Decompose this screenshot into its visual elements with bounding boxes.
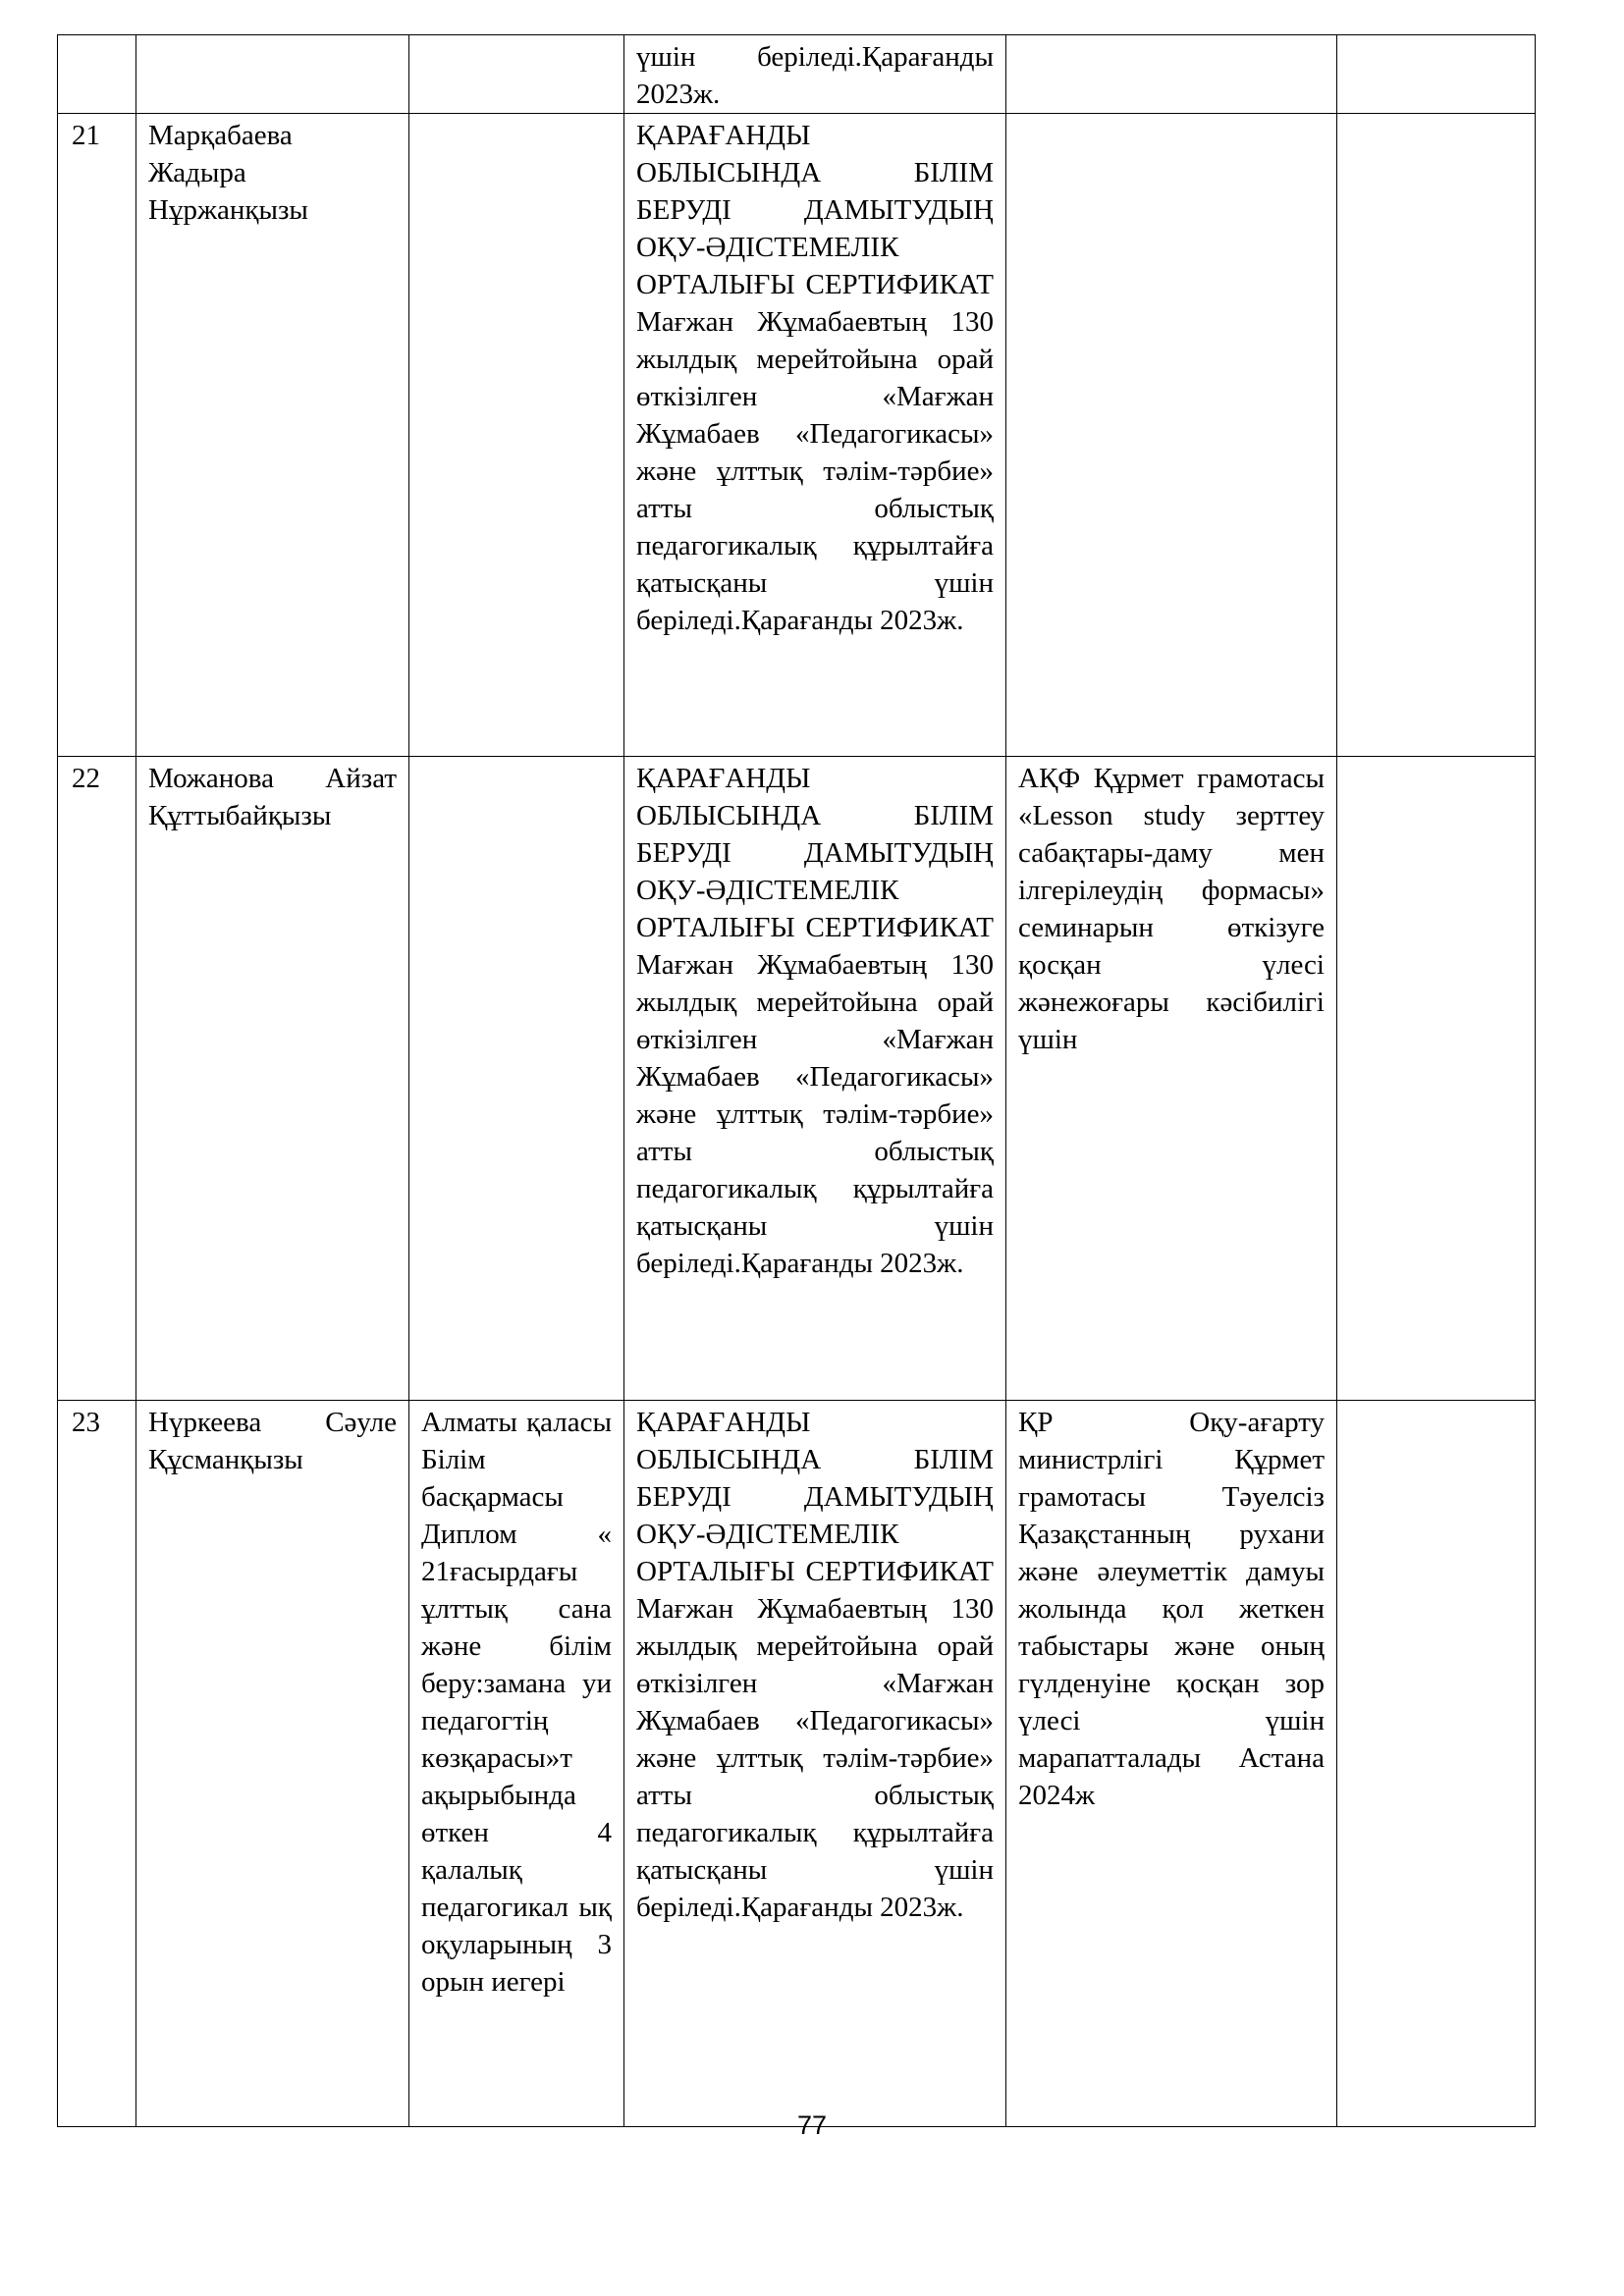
regional-award: ҚАРАҒАНДЫ ОБЛЫСЫНДА БІЛІМ БЕРУДІ ДАМЫТУДЫҢ ОҚУ-ӘДІСТЕМЕЛІК ОРТАЛЫҒЫ СЕРТИФИКАТ Мағжан Жұмабаевтың 130 жылдық мерейтойына орай өткізілген «Мағжан Жұмабаев «Педагогикасы» және ұлттық тәлім-тәрбие» атты облыстық педагогикалық құрылтайға қатысқаны үшін беріледі.Қарағанды 2023ж. <box>624 1401 1006 2127</box>
city-award <box>409 757 624 1401</box>
table-row <box>58 1401 1536 2127</box>
other-award <box>1337 35 1536 114</box>
row-number: 21 <box>58 114 136 757</box>
regional-award: үшін беріледі.Қарағанды 2023ж. <box>624 35 1006 114</box>
full-name: Марқабаева Жадыра Нұржанқызы <box>136 114 409 757</box>
republic-award <box>1006 114 1337 757</box>
regional-award: ҚАРАҒАНДЫ ОБЛЫСЫНДА БІЛІМ БЕРУДІ ДАМЫТУДЫҢ ОҚУ-ӘДІСТЕМЕЛІК ОРТАЛЫҒЫ СЕРТИФИКАТ Мағжан Жұмабаевтың 130 жылдық мерейтойына орай өткізілген «Мағжан Жұмабаев «Педагогикасы» және ұлттық тәлім-тәрбие» атты облыстық педагогикалық құрылтайға қатысқаны үшін беріледі.Қарағанды 2023ж. <box>624 114 1006 757</box>
full-name: Можанова Айзат Құттыбайқызы <box>136 757 409 1401</box>
city-award <box>409 35 624 114</box>
city-award <box>409 114 624 757</box>
table-row <box>58 35 1536 114</box>
regional-award: ҚАРАҒАНДЫ ОБЛЫСЫНДА БІЛІМ БЕРУДІ ДАМЫТУДЫҢ ОҚУ-ӘДІСТЕМЕЛІК ОРТАЛЫҒЫ СЕРТИФИКАТ Мағжан Жұмабаевтың 130 жылдық мерейтойына орай өткізілген «Мағжан Жұмабаев «Педагогикасы» және ұлттық тәлім-тәрбие» атты облыстық педагогикалық құрылтайға қатысқаны үшін беріледі.Қарағанды 2023ж. <box>624 757 1006 1401</box>
awards-table <box>57 34 1536 2127</box>
republic-award: ҚР Оқу-ағарту министрлігі Құрмет грамотасы Тәуелсіз Қазақстанның рухани және әлеуметтік дамуы жолында қол жеткен табыстары және оның гүлденуіне қосқан зор үлесі үшін марапатталады Астана 2024ж <box>1006 1401 1337 2127</box>
other-award <box>1337 757 1536 1401</box>
page-number: 77 <box>796 2110 828 2140</box>
table-row <box>58 757 1536 1401</box>
republic-award: АҚФ Құрмет грамотасы «Lesson study зерттеу сабақтары-даму мен ілгерілеудің формасы» семинарын өткізуге қосқан үлесі жәнежоғары кәсібилігі үшін <box>1006 757 1337 1401</box>
other-award <box>1337 114 1536 757</box>
full-name: Нүркеева Сәуле Құсманқызы <box>136 1401 409 2127</box>
city-award: Алматы қаласы Білім басқармасы Диплом « 21ғасырдағы ұлттық сана және білім беру:замана уи педагогтің көзқарасы»т ақырыбында өткен 4 қалалық педагогикал ық оқуларының 3 орын иегері <box>409 1401 624 2127</box>
row-number <box>58 35 136 114</box>
republic-award <box>1006 35 1337 114</box>
table-row <box>58 114 1536 757</box>
row-number: 22 <box>58 757 136 1401</box>
full-name <box>136 35 409 114</box>
row-number: 23 <box>58 1401 136 2127</box>
other-award <box>1337 1401 1536 2127</box>
